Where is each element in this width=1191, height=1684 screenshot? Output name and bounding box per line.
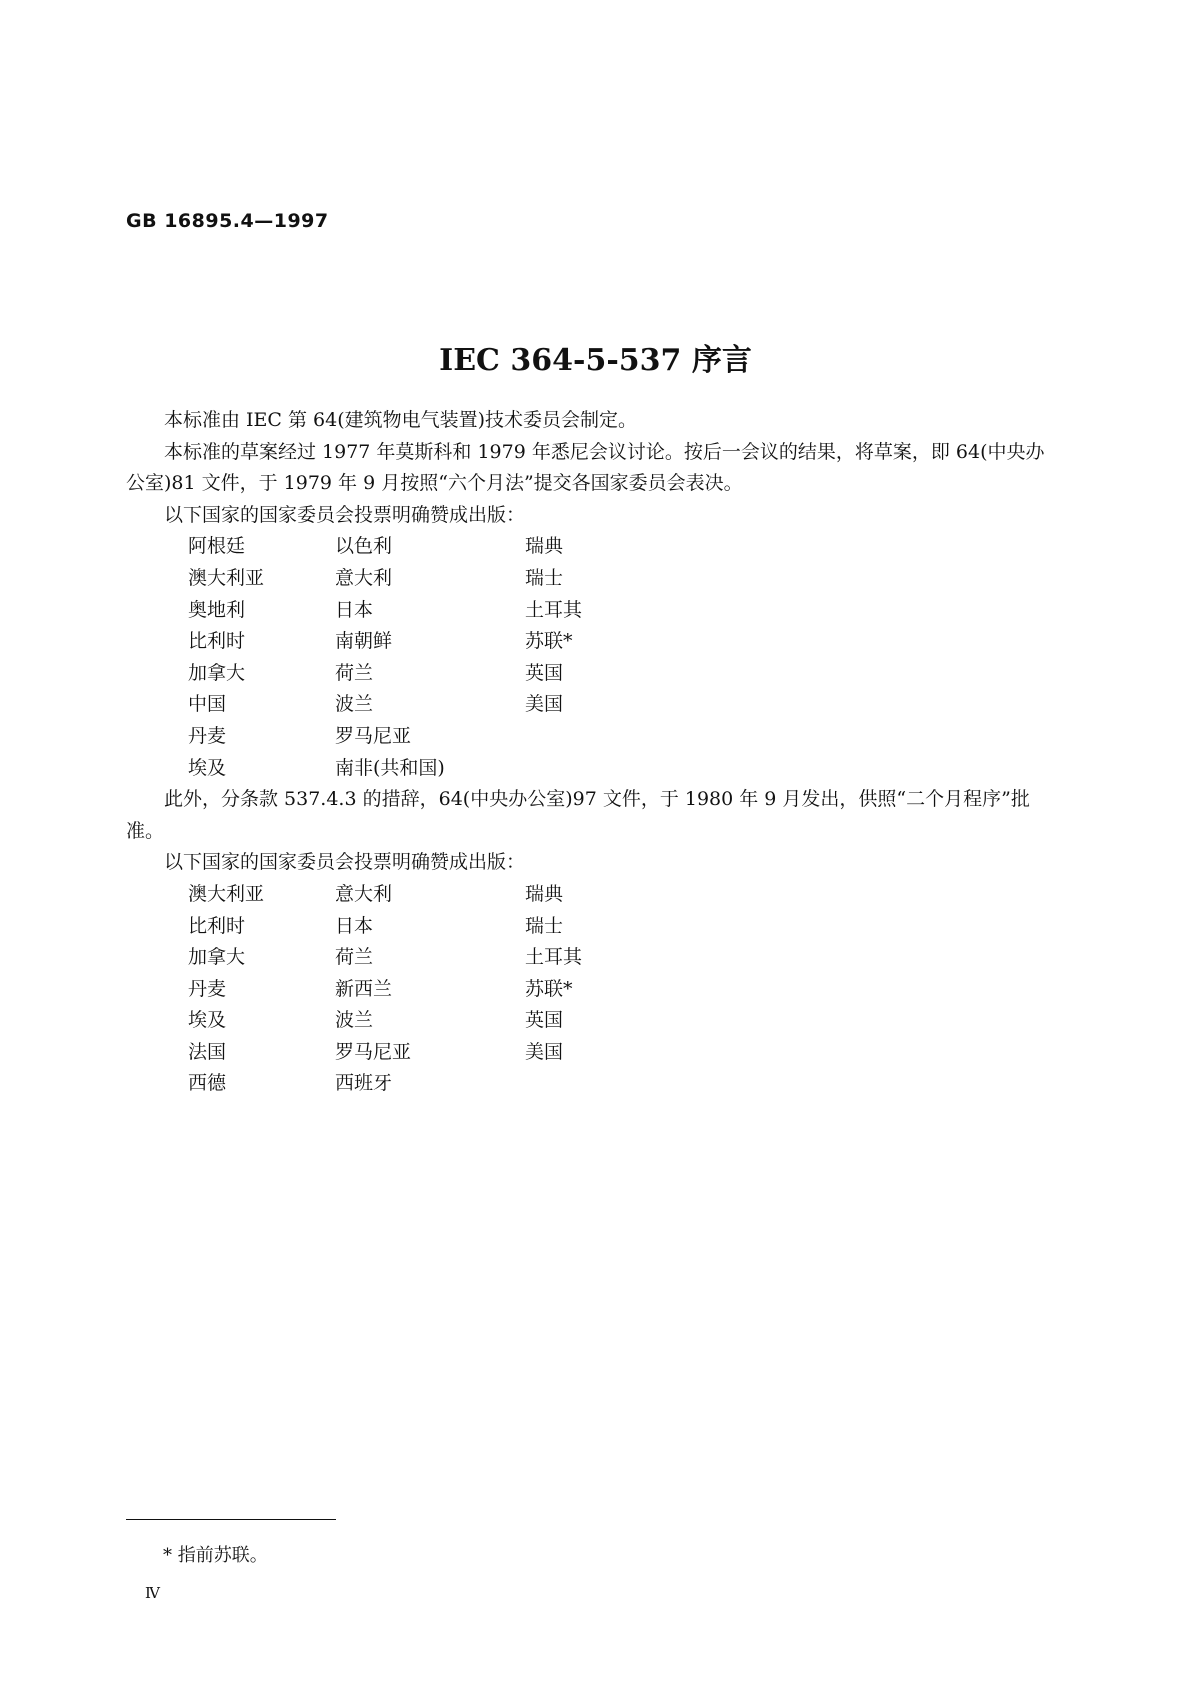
country-row — [188, 721, 1056, 753]
country-name: 澳大利亚 — [188, 566, 265, 589]
document-body — [126, 405, 1056, 1100]
country-name: 瑞典 — [525, 535, 564, 558]
country-name: 加拿大 — [188, 661, 246, 684]
country-name: 南朝鲜 — [335, 630, 393, 653]
country-row — [188, 531, 1056, 563]
country-name: 奥地利 — [188, 598, 246, 621]
paragraph: 本标准的草案经过 1977 年莫斯科和 1979 年悉尼会议讨论。按后一会议的结果，将草案，即 64(中央办公室)81 文件，于 1979 年 9 月按照“六个月法”提交各国家委员会表决。 — [126, 440, 1045, 495]
country-name: 阿根廷 — [188, 535, 246, 558]
country-name: 日本 — [335, 914, 374, 937]
country-name: 埃及 — [188, 756, 227, 779]
country-row — [188, 1037, 1056, 1069]
country-name: 中国 — [188, 693, 227, 716]
country-name: 新西兰 — [335, 977, 393, 1000]
country-name: 波兰 — [335, 693, 374, 716]
country-name: 美国 — [525, 1040, 564, 1063]
country-name: 比利时 — [188, 630, 246, 653]
country-name: 加拿大 — [188, 946, 246, 969]
country-name: 瑞士 — [525, 914, 564, 937]
paragraph: 此外，分条款 537.4.3 的措辞，64(中央办公室)97 文件，于 1980 年 9 月发出，供照“二个月程序”批准。 — [126, 788, 1030, 842]
country-name: 意大利 — [335, 566, 393, 589]
country-row — [188, 974, 1056, 1006]
country-row — [188, 753, 1056, 785]
country-list-1 — [188, 531, 1056, 784]
country-row — [188, 626, 1056, 658]
page-number: Ⅳ — [145, 1584, 160, 1602]
paragraph: 以下国家的国家委员会投票明确赞成出版： — [164, 503, 526, 526]
country-name: 美国 — [525, 693, 564, 716]
country-name: 波兰 — [335, 1009, 374, 1032]
country-name: 苏联* — [525, 630, 573, 653]
country-name: 瑞士 — [525, 566, 564, 589]
country-name: 英国 — [525, 661, 564, 684]
country-name: 苏联* — [525, 977, 573, 1000]
country-row — [188, 595, 1056, 627]
country-name: 比利时 — [188, 914, 246, 937]
country-name: 澳大利亚 — [188, 882, 265, 905]
country-name: 土耳其 — [525, 946, 583, 969]
country-row — [188, 1005, 1056, 1037]
standard-code: GB 16895.4—1997 — [126, 210, 329, 232]
country-name: 法国 — [188, 1040, 227, 1063]
country-row — [188, 689, 1056, 721]
country-name: 丹麦 — [188, 977, 227, 1000]
country-name: 罗马尼亚 — [335, 1040, 412, 1063]
paragraph: 以下国家的国家委员会投票明确赞成出版： — [164, 851, 526, 874]
country-name: 荷兰 — [335, 946, 374, 969]
country-name: 荷兰 — [335, 661, 374, 684]
footnote: * 指前苏联。 — [163, 1545, 268, 1566]
country-row — [188, 658, 1056, 690]
country-row — [188, 942, 1056, 974]
country-row — [188, 563, 1056, 595]
country-row — [188, 911, 1056, 943]
country-name: 意大利 — [335, 882, 393, 905]
country-name: 英国 — [525, 1009, 564, 1032]
paragraph: 本标准由 IEC 第 64(建筑物电气装置)技术委员会制定。 — [164, 409, 638, 431]
country-name: 土耳其 — [525, 598, 583, 621]
country-list-2 — [188, 879, 1056, 1100]
country-name: 瑞典 — [525, 882, 564, 905]
country-name: 埃及 — [188, 1009, 227, 1032]
country-row — [188, 1068, 1056, 1100]
footnote-divider — [126, 1519, 336, 1520]
country-name: 西班牙 — [335, 1072, 393, 1095]
page-title: IEC 364-5-537 序言 — [439, 343, 752, 378]
country-name: 南非(共和国) — [335, 756, 445, 779]
country-name: 罗马尼亚 — [335, 724, 412, 747]
country-name: 日本 — [335, 598, 374, 621]
country-name: 丹麦 — [188, 724, 227, 747]
country-row — [188, 879, 1056, 911]
country-name: 以色利 — [335, 535, 393, 558]
country-name: 西德 — [188, 1072, 227, 1095]
